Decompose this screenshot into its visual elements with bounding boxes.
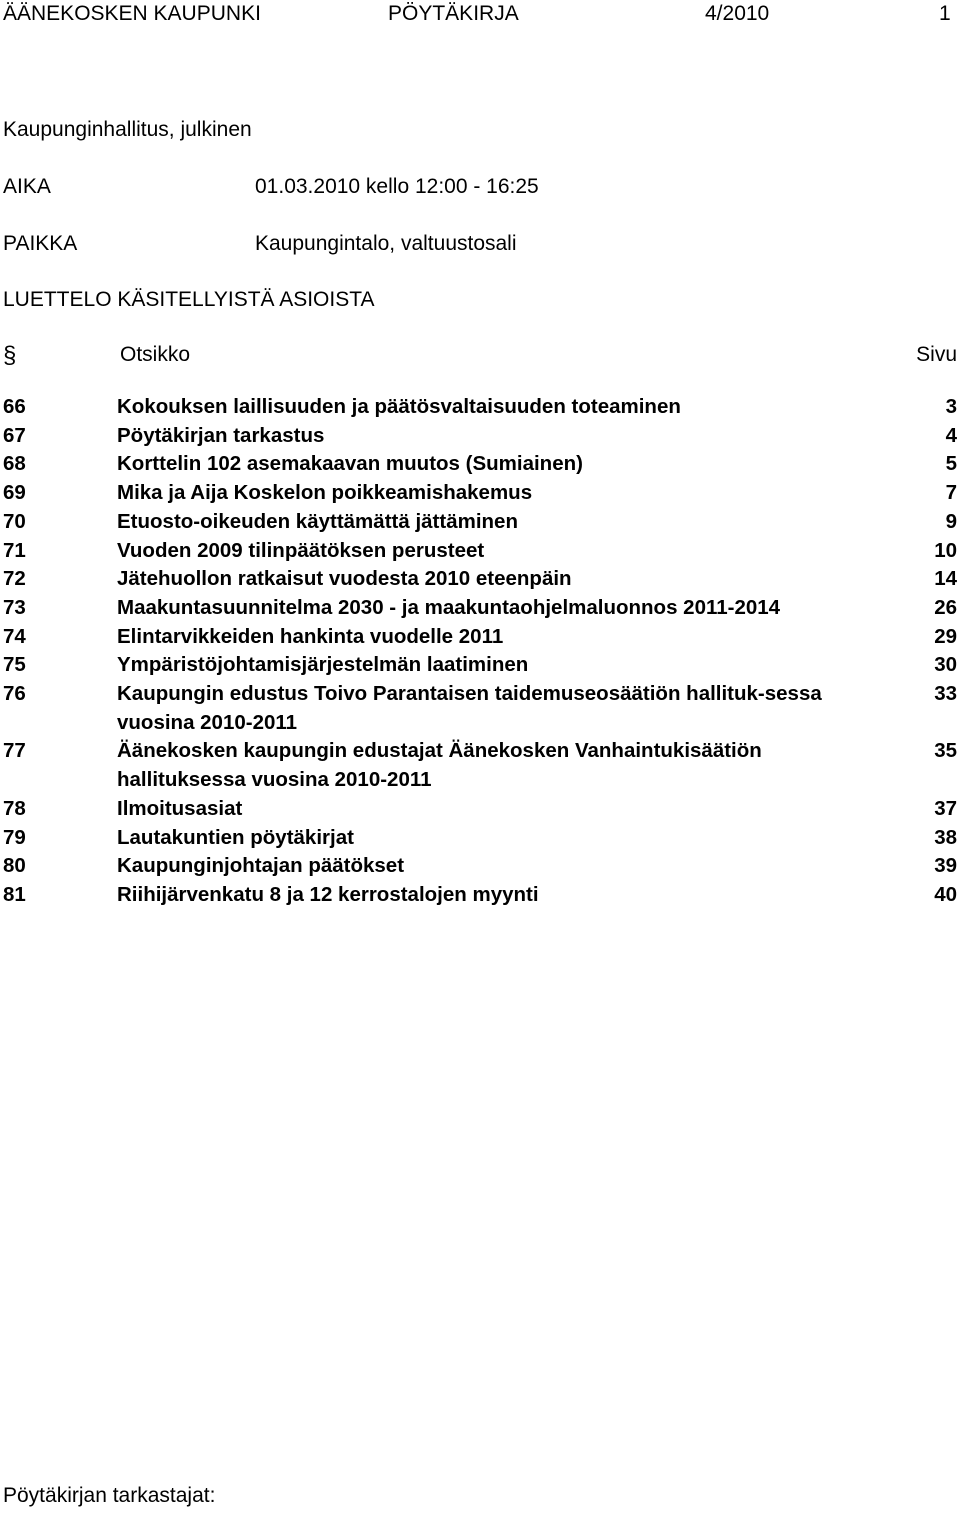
item-title: Vuoden 2009 tilinpäätöksen perusteet xyxy=(117,538,485,562)
item-page-number: 33 xyxy=(934,682,957,706)
item-title: Kaupungin edustus Toivo Parantaisen taidemuseosäätiön hallituk-sessa vuosina 2010-2011 xyxy=(117,682,822,734)
item-title: Maakuntasuunnitelma 2030 - ja maakuntaohjelmaluonnos 2011-2014 xyxy=(117,595,781,619)
item-page-number: 10 xyxy=(934,538,957,562)
item-title: Etuosto-oikeuden käyttämättä jättäminen xyxy=(117,509,518,533)
list-item xyxy=(0,393,960,422)
item-title: Riihijärvenkatu 8 ja 12 kerrostalojen myynti xyxy=(117,882,539,906)
item-section-number: 77 xyxy=(3,739,26,763)
list-item xyxy=(0,479,960,508)
list-item xyxy=(0,450,960,479)
item-section-number: 71 xyxy=(3,538,26,562)
item-section-number: 69 xyxy=(3,481,26,505)
list-item xyxy=(0,737,960,794)
header-issue-number: 4/2010 xyxy=(705,2,770,25)
item-section-number: 70 xyxy=(3,509,26,533)
list-item xyxy=(0,623,960,652)
item-page-number: 29 xyxy=(934,624,957,648)
item-section-number: 76 xyxy=(3,682,26,706)
item-page-number: 26 xyxy=(934,595,957,619)
item-title: Ilmoitusasiat xyxy=(117,796,243,820)
item-title: Kaupunginjohtajan päätökset xyxy=(117,854,405,878)
item-page-number: 39 xyxy=(934,854,957,878)
item-page-number: 14 xyxy=(934,567,957,591)
list-item xyxy=(0,422,960,451)
list-item xyxy=(0,824,960,853)
item-section-number: 80 xyxy=(3,854,26,878)
reviewers-label: Pöytäkirjan tarkastajat: xyxy=(3,1484,216,1507)
list-item xyxy=(0,680,960,737)
item-page-number: 4 xyxy=(945,423,957,447)
meeting-place-value: Kaupungintalo, valtuustosali xyxy=(255,232,517,255)
items-list xyxy=(0,393,960,910)
item-section-number: 79 xyxy=(3,825,26,849)
item-section-number: 73 xyxy=(3,595,26,619)
item-page-number: 9 xyxy=(945,509,957,533)
item-title: Kokouksen laillisuuden ja päätösvaltaisuuden toteaminen xyxy=(117,395,681,418)
header-document-type: PÖYTÄKIRJA xyxy=(388,2,519,25)
item-title: Äänekosken kaupungin edustajat Äänekosken Vanhaintukisäätiön hallituksessa vuosina 2010-2011 xyxy=(117,739,762,792)
meeting-time-value: 01.03.2010 kello 12:00 - 16:25 xyxy=(255,175,539,198)
governing-body-name: Kaupunginhallitus, julkinen xyxy=(3,118,252,141)
item-section-number: 72 xyxy=(3,567,26,591)
header-municipality: ÄÄNEKOSKEN KAUPUNKI xyxy=(3,2,261,25)
item-section-number: 81 xyxy=(3,882,26,906)
item-page-number: 5 xyxy=(945,452,957,476)
item-page-number: 38 xyxy=(934,825,957,849)
item-title: Lautakuntien pöytäkirjat xyxy=(117,825,354,849)
page-column-header: Sivu xyxy=(916,343,957,366)
list-item xyxy=(0,565,960,594)
item-page-number: 40 xyxy=(934,882,957,906)
item-page-number: 7 xyxy=(945,481,957,505)
item-section-number: 78 xyxy=(3,796,26,820)
meeting-time-label: AIKA xyxy=(3,175,51,198)
list-item xyxy=(0,537,960,566)
item-section-number: 68 xyxy=(3,452,26,476)
item-title: Korttelin 102 asemakaavan muutos (Sumiainen) xyxy=(117,452,583,476)
item-page-number: 35 xyxy=(934,739,957,763)
list-item xyxy=(0,508,960,537)
item-section-number: 67 xyxy=(3,423,26,447)
list-item xyxy=(0,881,960,910)
list-item xyxy=(0,594,960,623)
item-section-number: 66 xyxy=(3,395,26,418)
list-item xyxy=(0,651,960,680)
item-title: Mika ja Aija Koskelon poikkeamishakemus xyxy=(117,481,533,505)
list-item xyxy=(0,852,960,881)
item-page-number: 3 xyxy=(945,395,957,418)
title-column-header: Otsikko xyxy=(120,343,191,366)
meeting-place-label: PAIKKA xyxy=(3,232,78,255)
item-title: Pöytäkirjan tarkastus xyxy=(117,423,325,447)
header-page-number: 1 xyxy=(939,2,951,25)
list-item xyxy=(0,795,960,824)
item-title: Elintarvikkeiden hankinta vuodelle 2011 xyxy=(117,624,504,648)
item-page-number: 30 xyxy=(934,653,957,677)
item-title: Ympäristöjohtamisjärjestelmän laatiminen xyxy=(117,653,529,677)
item-section-number: 74 xyxy=(3,624,26,648)
section-symbol-header: § xyxy=(3,342,17,369)
items-list-title: LUETTELO KÄSITELLYISTÄ ASIOISTA xyxy=(3,288,375,311)
item-section-number: 75 xyxy=(3,653,26,677)
item-title: Jätehuollon ratkaisut vuodesta 2010 eteenpäin xyxy=(117,567,572,591)
item-page-number: 37 xyxy=(934,796,957,820)
